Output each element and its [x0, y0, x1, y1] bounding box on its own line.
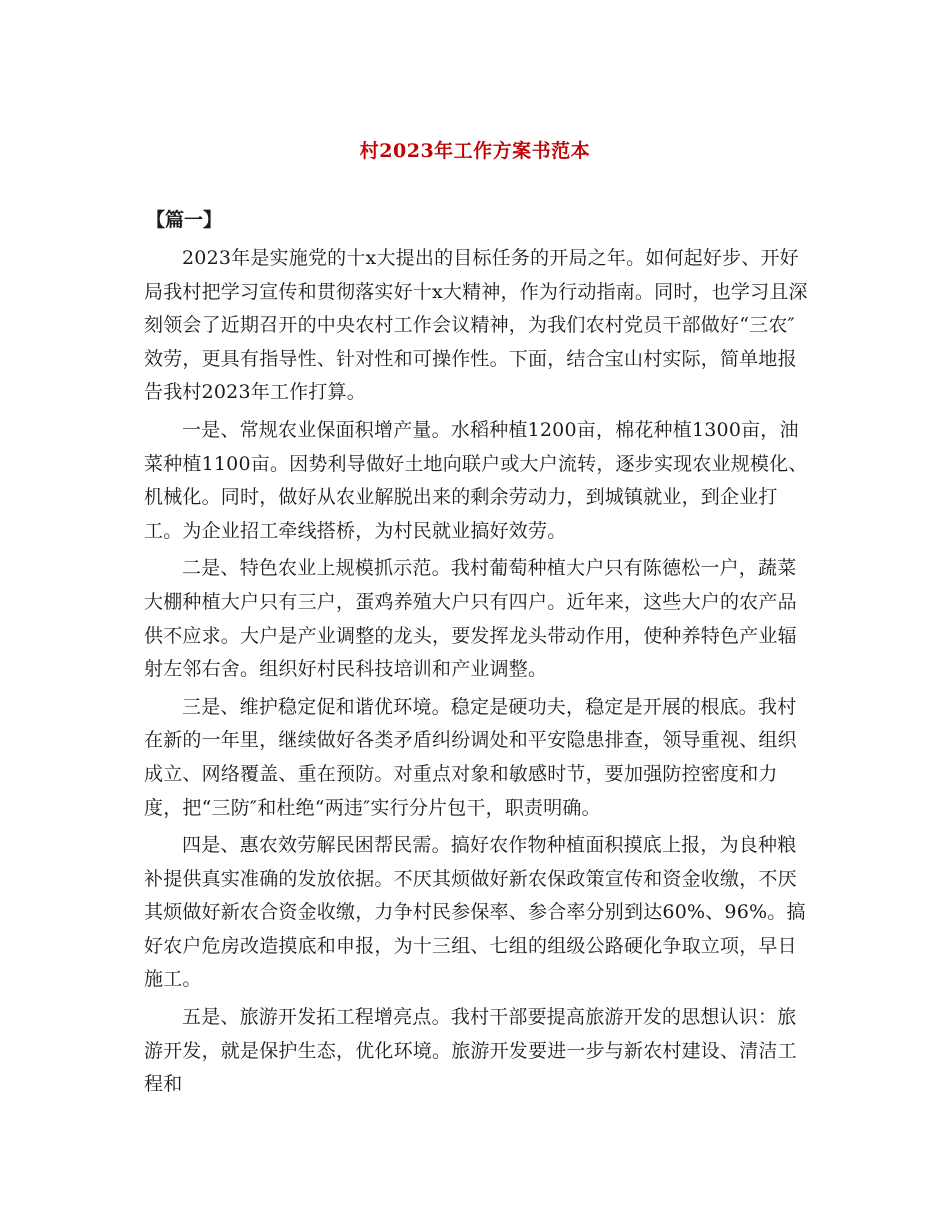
paragraph: 四是、惠农效劳解民困帮民需。搞好农作物种植面积摸底上报，为良种粮补提供真实准确的发放依据。不厌其烦做好新农保政策宣传和资金收缴，不厌其烦做好新农合资金收缴，力争村民参保率、参合率分别到达60%、96%。搞好农户危房改造摸底和申报，为十三组、七组的组级公路硬化争取立项，早日施工。 — [144, 834, 806, 991]
paragraph: 一是、常规农业保面积增产量。水稻种植1200亩，棉花种植1300亩，油菜种植1100亩。因势利导做好土地向联户或大户流转，逐步实现农业规模化、机械化。同时，做好从农业解脱出来的剩余劳动力，到城镇就业，到企业打工。为企业招工牵线搭桥，为村民就业搞好效劳。 — [144, 418, 808, 542]
paragraph: 五是、旅游开发拓工程增亮点。我村干部要提高旅游开发的思想认识：旅游开发，就是保护生态，优化环境。旅游开发要进一步与新农村建设、清洁工程和 — [144, 1006, 797, 1096]
paragraph: 三是、维护稳定促和谐优环境。稳定是硬功夫，稳定是开展的根底。我村在新的一年里，继续做好各类矛盾纠纷调处和平安隐患排查，领导重视、组织成立、网络覆盖、重在预防。对重点对象和敏感时节，要加强防控密度和力度，把“三防″和杜绝“两违″实行分片包干，职责明确。 — [144, 695, 797, 819]
document-body — [144, 242, 812, 1106]
paragraph: 二是、特色农业上规模抓示范。我村葡萄种植大户只有陈德松一户，蔬菜大棚种植大户只有三户，蛋鸡养殖大户只有四户。近年来，这些大户的农产品供不应求。大户是产业调整的龙头，要发挥龙头带动作用，使种养特色产业辐射左邻右舍。组织好村民科技培训和产业调整。 — [144, 557, 797, 681]
paragraph: 2023年是实施党的十x大提出的目标任务的开局之年。如何起好步、开好局我村把学习宣传和贯彻落实好十x大精神，作为行动指南。同时，也学习且深刻领会了近期召开的中央农村工作会议精神，为我们农村党员干部做好“三农″效劳，更具有指导性、针对性和可操作性。下面，结合宝山村实际，简单地报告我村2023年工作打算。 — [144, 247, 808, 404]
document-title: 村2023年工作方案书范本 — [359, 140, 591, 162]
section-label: 【篇一】 — [146, 209, 223, 231]
